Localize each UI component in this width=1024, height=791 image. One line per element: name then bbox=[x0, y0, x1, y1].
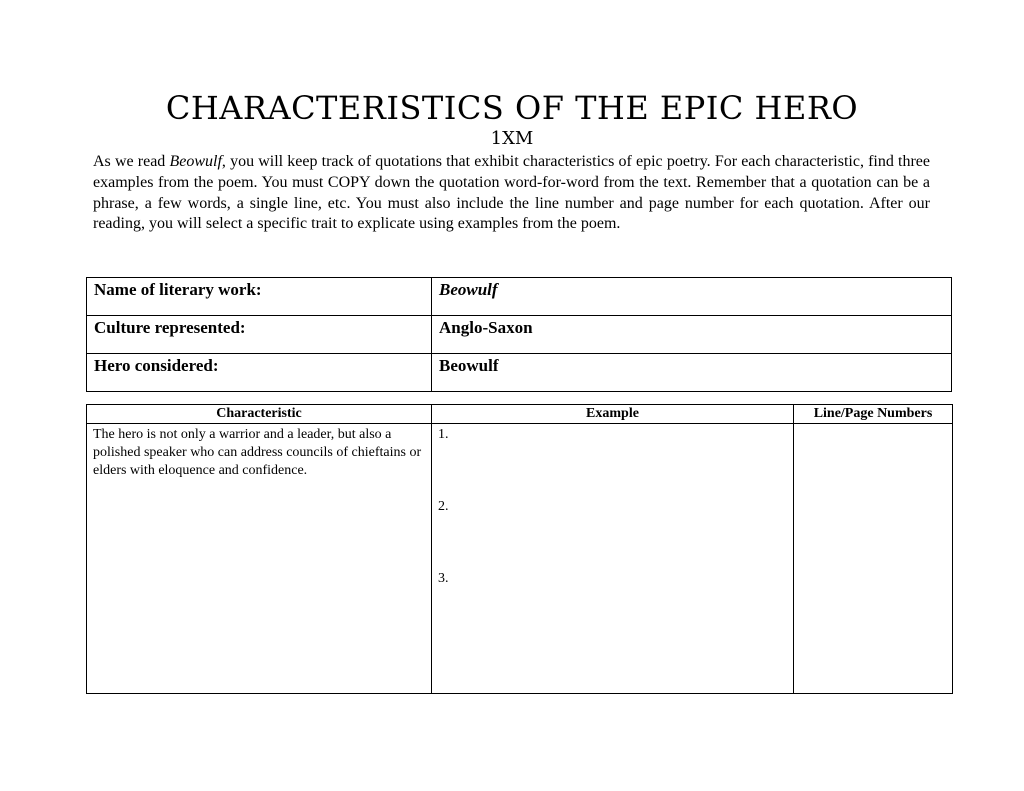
characteristic-cell: The hero is not only a warrior and a leader, but also a polished speaker who can address councils of chieftains or elders with eloquence and confidence. bbox=[87, 424, 432, 694]
instructions-paragraph bbox=[93, 152, 930, 235]
work-row bbox=[87, 278, 952, 316]
intro-work-title: Beowulf bbox=[169, 153, 222, 170]
characteristics-table bbox=[86, 404, 953, 694]
culture-value[interactable]: Anglo-Saxon bbox=[432, 316, 952, 354]
culture-row bbox=[87, 316, 952, 354]
work-label: Name of literary work: bbox=[87, 278, 432, 316]
page-subtitle: 1XM bbox=[490, 128, 534, 149]
work-info-table bbox=[86, 277, 952, 392]
header-characteristic: Characteristic bbox=[87, 405, 432, 424]
work-value[interactable]: Beowulf bbox=[432, 278, 952, 316]
intro-text-start: As we read bbox=[93, 153, 170, 170]
example-item-3[interactable]: 3. bbox=[438, 571, 449, 586]
table-row bbox=[87, 424, 953, 694]
hero-value[interactable]: Beowulf bbox=[432, 354, 952, 392]
line-page-cell[interactable] bbox=[794, 424, 953, 694]
example-item-2[interactable]: 2. bbox=[438, 499, 449, 514]
table-header-row bbox=[87, 405, 953, 424]
example-list bbox=[438, 426, 787, 642]
page-title: CHARACTERISTICS OF THE EPIC HERO bbox=[165, 89, 859, 127]
example-item-1[interactable]: 1. bbox=[438, 427, 449, 442]
example-cell[interactable] bbox=[432, 424, 794, 694]
hero-row bbox=[87, 354, 952, 392]
intro-text-rest: , you will keep track of quotations that exhibit characteristics of epic poetry. For each characteristic, find three examples from the poem. You must COPY down the quotation word-for-word from the text. Remember that a quotation can be a phrase, a few words, a single line, etc. You must also include the line number and page number for each quotation. After our reading, you will select a specific trait to explicate using examples from the poem. bbox=[93, 153, 931, 233]
header-line-page: Line/Page Numbers bbox=[794, 405, 953, 424]
header-example: Example bbox=[432, 405, 794, 424]
hero-label: Hero considered: bbox=[87, 354, 432, 392]
culture-label: Culture represented: bbox=[87, 316, 432, 354]
